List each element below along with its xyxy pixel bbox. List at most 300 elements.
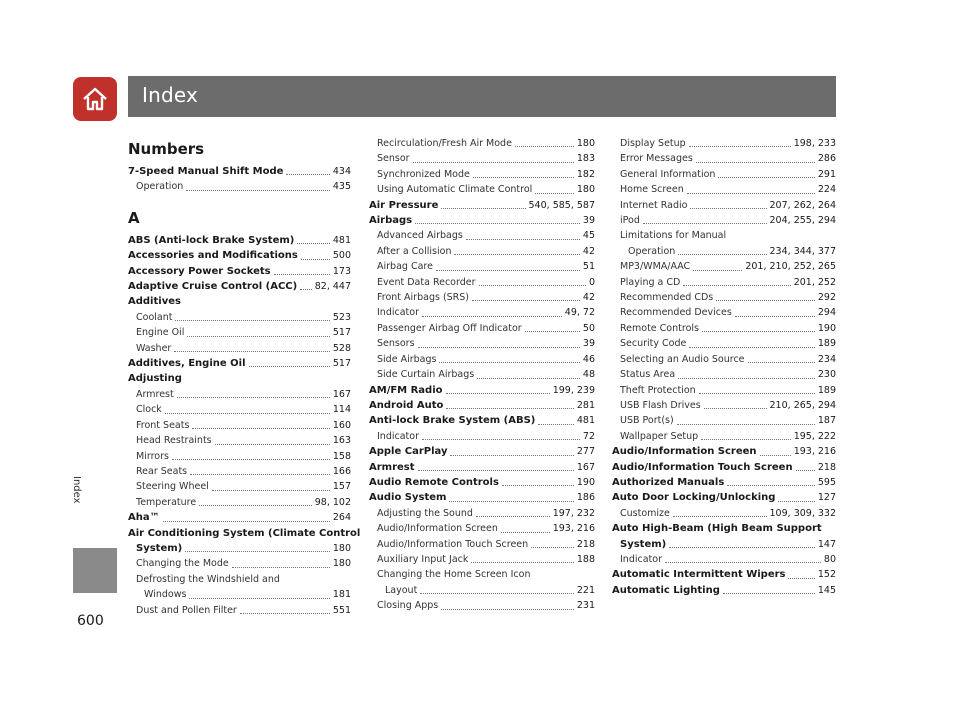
index-entry-pages[interactable]: 82, 447 [314,281,351,293]
index-entry-term: Passenger Airbag Off Indicator [377,322,522,334]
index-entry[interactable] [612,213,836,228]
index-entry-pages[interactable]: 50 [582,322,595,334]
index-entry-pages[interactable]: 517 [332,358,351,370]
index-entry[interactable] [128,356,351,371]
dot-leader [249,366,330,367]
index-entry[interactable] [128,279,351,294]
index-entry[interactable] [369,383,595,398]
index-entry-pages[interactable]: 189 [817,384,836,396]
index-entry-term: Home Screen [620,184,684,196]
index-entry-pages[interactable]: 190 [576,476,595,488]
index-entry[interactable] [369,506,595,521]
dot-leader [441,609,574,610]
index-entry-pages[interactable]: 292 [817,292,836,304]
index-entry-pages[interactable]: 158 [332,450,351,462]
dot-leader [704,408,767,409]
index-entry[interactable] [128,164,351,179]
index-entry[interactable] [612,336,836,351]
index-entry-term: Selecting an Audio Source [620,353,745,365]
index-entry[interactable] [612,506,836,521]
index-entry-pages[interactable]: 182 [576,168,595,180]
index-entry[interactable] [128,587,351,602]
house-icon [81,85,109,113]
index-entry-pages[interactable]: 523 [332,311,351,323]
index-entry-pages[interactable]: 201, 252 [793,276,836,288]
index-entry-pages[interactable]: 45 [582,230,595,242]
index-entry-pages[interactable]: 481 [576,415,595,427]
dot-leader [477,378,580,379]
index-entry-pages[interactable]: 218 [576,538,595,550]
index-entry-pages[interactable]: 147 [817,538,836,550]
dot-leader [446,408,573,409]
dot-leader [796,470,815,471]
index-entry-pages[interactable]: 167 [576,461,595,473]
index-entry[interactable] [128,264,351,279]
index-entry[interactable] [128,294,351,309]
index-entry[interactable] [612,305,836,320]
index-entry-pages[interactable]: 183 [576,153,595,165]
index-entry[interactable] [128,572,351,587]
entry-list-col3 [612,136,836,598]
index-entry-pages[interactable]: 0 [588,276,595,288]
dot-leader [678,378,815,379]
index-entry[interactable] [369,598,595,613]
index-entry-pages[interactable]: 127 [817,492,836,504]
dot-leader [300,289,312,290]
index-entry[interactable] [612,383,836,398]
index-entry-term: Auto High-Beam (High Beam Support [612,523,822,535]
index-entry[interactable] [128,325,351,340]
index-entry[interactable] [128,248,351,263]
index-entry[interactable] [369,567,595,582]
index-entry-term: Windows [144,589,187,601]
index-entry-pages[interactable]: 188 [576,553,595,565]
index-entry-pages[interactable]: 231 [576,600,595,612]
index-entry[interactable] [369,321,595,336]
index-entry-pages[interactable]: 173 [332,265,351,277]
dot-leader [177,397,330,398]
index-entry[interactable] [369,136,595,151]
dot-leader [690,208,766,209]
dot-leader [501,532,550,533]
index-entry-pages[interactable]: 230 [817,369,836,381]
index-entry[interactable] [612,537,836,552]
dot-leader [297,243,329,244]
index-entry[interactable] [128,526,361,541]
index-entry-term: Using Automatic Climate Control [377,184,533,196]
index-entry[interactable] [128,179,351,194]
index-header-bar [128,76,836,117]
index-entry-term: Sensors [377,338,415,350]
dot-leader [535,193,574,194]
index-entry-pages[interactable]: 80 [823,553,836,565]
dot-leader [422,439,580,440]
dot-leader [778,501,814,502]
index-entry-pages[interactable]: 160 [332,419,351,431]
index-entry-term: Accessory Power Sockets [128,265,271,277]
index-entry-pages[interactable]: 434 [332,166,351,177]
index-entry-term: Dust and Pollen Filter [136,604,237,616]
dot-leader [450,455,573,456]
index-entry[interactable] [128,341,351,356]
index-entry-term: Synchronized Mode [377,168,470,180]
dot-leader [186,190,330,191]
dot-leader [418,347,580,348]
index-entry[interactable] [612,182,836,197]
index-entry-term: Security Code [620,338,687,350]
index-entry-term: Front Airbags (SRS) [377,292,470,304]
index-entry[interactable] [369,444,595,459]
index-entry[interactable] [128,495,351,510]
index-entry[interactable] [369,228,595,243]
index-entry-pages[interactable]: 42 [582,292,595,304]
index-entry[interactable] [612,290,836,305]
index-entry-pages[interactable]: 234 [817,353,836,365]
index-entry-pages[interactable]: 98, 102 [314,496,351,508]
index-entry[interactable] [128,433,351,448]
index-entry-term: Recirculation/Fresh Air Mode [377,138,512,149]
index-entry-pages[interactable]: 540, 585, 587 [528,199,595,211]
dot-leader [165,413,330,414]
dot-leader [748,362,815,363]
index-entry-term: Audio/Information Touch Screen [377,538,529,550]
index-entry-pages[interactable]: 207, 262, 264 [769,199,836,211]
index-entry[interactable] [369,475,595,490]
index-entry[interactable] [612,151,836,166]
index-entry[interactable] [369,259,595,274]
index-entry-pages[interactable]: 190 [817,322,836,334]
index-entry-pages[interactable]: 195, 222 [793,430,836,442]
index-entry-pages[interactable]: 181 [332,589,351,601]
index-entry-term: Additives, Engine Oil [128,358,246,370]
index-entry-term: Side Curtain Airbags [377,369,475,381]
index-entry-term: Adjusting the Sound [377,507,473,519]
index-entry[interactable] [612,198,836,213]
dot-leader [174,351,330,352]
index-entry-term: System) [136,542,183,554]
index-entry-term: Limitations for Manual [620,230,727,242]
index-entry-pages[interactable]: 180 [332,558,351,570]
dot-leader [199,505,312,506]
index-entry-term: Playing a CD [620,276,681,288]
dot-leader [538,424,573,425]
dot-leader [716,300,815,301]
entry-list-numbers [128,164,351,195]
index-entry-term: Armrest [136,388,174,400]
index-entry-pages[interactable]: 277 [576,446,595,458]
index-entry[interactable] [369,429,595,444]
index-entry-term: Status Area [620,369,676,381]
index-entry-term: Changing the Home Screen Icon [377,569,531,581]
index-entry-pages[interactable]: 595 [817,476,836,488]
dot-leader [274,274,330,275]
index-entry[interactable] [128,603,351,618]
index-entry-term: Engine Oil [136,327,185,339]
index-entry[interactable] [612,475,836,490]
index-entry[interactable] [128,418,351,433]
index-entry[interactable] [369,305,595,320]
dot-leader [185,551,330,552]
index-entry-term: Automatic Intermittent Wipers [612,569,786,581]
index-entry-term: Armrest [369,461,415,473]
index-entry-term: Accessories and Modifications [128,250,298,262]
dot-leader [643,223,767,224]
index-entry-term: Air Pressure [369,199,439,211]
index-entry-term: Apple CarPlay [369,446,448,458]
index-entry[interactable] [369,583,595,598]
index-entry-pages[interactable]: 281 [576,399,595,411]
index-entry-term: Theft Protection [620,384,696,396]
dot-leader [189,598,329,599]
index-entry[interactable] [612,244,836,259]
dot-leader [420,593,574,594]
index-entry[interactable] [612,321,836,336]
page-title: Index [142,83,199,107]
index-entry-pages[interactable]: 48 [582,369,595,381]
index-entry-pages[interactable]: 46 [582,353,595,365]
index-entry[interactable] [612,460,836,475]
index-entry-term: USB Port(s) [620,415,674,427]
index-entry[interactable] [128,310,351,325]
index-entry[interactable] [369,213,595,228]
dot-leader [415,223,580,224]
index-entry-term: 7-Speed Manual Shift Mode [128,166,284,177]
dot-leader [727,485,815,486]
dot-leader [436,270,580,271]
index-entry-term: USB Flash Drives [620,399,701,411]
index-entry[interactable] [369,490,595,505]
index-entry-term: Auto Door Locking/Unlocking [612,492,776,504]
dot-leader [413,162,574,163]
index-entry-pages[interactable]: 145 [817,584,836,596]
index-entry[interactable] [369,521,595,536]
index-entry[interactable] [612,552,836,567]
dot-leader [678,254,766,255]
dot-leader [446,393,550,394]
dot-leader [693,270,742,271]
index-entry-pages[interactable]: 199, 239 [552,384,595,396]
index-entry-pages[interactable]: 435 [332,181,351,193]
index-entry-pages[interactable]: 187 [817,415,836,427]
index-entry[interactable] [369,198,595,213]
index-entry[interactable] [612,429,836,444]
index-entry-pages[interactable]: 210, 265, 294 [769,399,836,411]
index-entry[interactable] [369,336,595,351]
home-icon[interactable] [73,77,117,121]
side-tab-label: Index [71,476,82,504]
index-entry[interactable] [128,464,351,479]
index-entry[interactable] [369,413,595,428]
index-entry-term: Front Seats [136,419,190,431]
dot-leader [190,474,330,475]
index-entry-pages[interactable]: 234, 344, 377 [769,245,836,257]
dot-leader [212,490,330,491]
index-column-2 [369,136,595,614]
index-entry-pages[interactable]: 180 [576,184,595,196]
dot-leader [723,593,815,594]
dot-leader [701,439,790,440]
index-entry-pages[interactable]: 291 [817,168,836,180]
index-entry-pages[interactable]: 264 [332,512,351,524]
index-entry[interactable] [128,233,351,248]
index-entry-pages[interactable]: 500 [332,250,351,262]
index-entry-term: Audio/Information Touch Screen [612,461,793,473]
index-entry-pages[interactable]: 189 [817,338,836,350]
index-entry[interactable] [612,583,836,598]
index-entry[interactable] [128,402,351,417]
index-entry[interactable] [612,444,836,459]
index-entry[interactable] [612,367,836,382]
index-entry-term: General Information [620,168,716,180]
index-entry[interactable] [128,510,351,525]
section-heading-a: A [128,208,140,227]
index-entry-pages[interactable]: 109, 309, 332 [769,507,836,519]
dot-leader [163,521,330,522]
dot-leader [479,285,586,286]
index-entry-term: Audio/Information Screen [612,446,757,458]
index-entry-term: Indicator [377,430,419,442]
index-entry[interactable] [612,228,836,243]
index-entry[interactable] [612,521,836,536]
dot-leader [441,208,525,209]
index-entry[interactable] [128,479,351,494]
index-entry-pages[interactable]: 201, 210, 252, 265 [745,261,836,273]
index-entry[interactable] [128,371,351,386]
index-entry[interactable] [369,167,595,182]
index-entry-term: Washer [136,342,172,354]
dot-leader [788,578,814,579]
index-entry[interactable] [369,398,595,413]
index-entry[interactable] [612,413,836,428]
index-entry-pages[interactable]: 39 [582,338,595,350]
dot-leader [187,336,330,337]
index-entry[interactable] [612,490,836,505]
dot-leader [466,239,580,240]
index-entry-term: Customize [620,507,670,519]
index-entry[interactable] [369,290,595,305]
index-entry[interactable] [369,352,595,367]
index-entry-term: Audio System [369,492,447,504]
index-entry[interactable] [612,567,836,582]
dot-leader [422,316,562,317]
index-entry-pages[interactable]: 180 [576,138,595,149]
index-entry[interactable] [369,182,595,197]
index-entry[interactable] [369,552,595,567]
dot-leader [439,362,579,363]
index-entry-pages[interactable]: 152 [817,569,836,581]
index-entry-pages[interactable]: 193, 216 [552,523,595,535]
index-entry-pages[interactable]: 42 [582,245,595,257]
index-entry-pages[interactable]: 114 [332,404,351,416]
index-entry-term: Indicator [377,307,419,319]
index-entry[interactable] [128,387,351,402]
index-entry-pages[interactable]: 481 [332,234,351,246]
index-entry-pages[interactable]: 72 [582,430,595,442]
index-entry[interactable] [612,167,836,182]
index-entry[interactable] [128,556,351,571]
index-entry-pages[interactable]: 224 [817,184,836,196]
index-entry-pages[interactable]: 294 [817,307,836,319]
index-entry-pages[interactable]: 180 [332,542,351,554]
index-entry-term: Audio/Information Screen [377,523,498,535]
index-entry[interactable] [612,275,836,290]
index-entry-term: Operation [628,245,676,257]
dot-leader [696,162,815,163]
dot-leader [471,562,573,563]
index-entry[interactable] [369,244,595,259]
index-entry[interactable] [128,541,351,556]
index-entry-pages[interactable]: 193, 216 [793,446,836,458]
index-entry-pages[interactable]: 49, 72 [564,307,595,319]
index-entry-pages[interactable]: 51 [582,261,595,273]
index-entry[interactable] [128,449,351,464]
dot-leader [215,444,330,445]
index-entry-term: Clock [136,404,162,416]
index-entry-pages[interactable]: 167 [332,388,351,400]
dot-leader [525,331,580,332]
index-entry[interactable] [612,136,836,151]
dot-leader [665,562,821,563]
index-entry-term: Adaptive Cruise Control (ACC) [128,281,298,293]
index-column-3 [612,136,836,598]
index-entry-term: System) [620,538,667,550]
index-entry-pages[interactable]: 157 [332,481,351,493]
index-entry-term: Operation [136,181,184,193]
index-entry[interactable] [612,398,836,413]
index-entry-pages[interactable]: 286 [817,153,836,165]
index-entry-term: Defrosting the Windshield and [136,573,280,585]
index-entry-pages[interactable]: 204, 255, 294 [769,215,836,227]
dot-leader [689,347,815,348]
index-entry[interactable] [369,460,595,475]
index-entry[interactable] [369,151,595,166]
index-entry-pages[interactable]: 528 [332,342,351,354]
index-entry-term: Automatic Lighting [612,584,720,596]
index-entry-term: Authorized Manuals [612,476,725,488]
index-entry[interactable] [369,537,595,552]
index-entry-pages[interactable]: 551 [332,604,351,616]
index-entry-term: Advanced Airbags [377,230,463,242]
index-entry-pages[interactable]: 39 [582,215,595,227]
dot-leader [473,177,574,178]
index-column-1 [128,136,361,618]
index-entry-pages[interactable]: 166 [332,465,351,477]
index-entry-pages[interactable]: 197, 232 [552,507,595,519]
index-entry[interactable] [369,275,595,290]
dot-leader [531,547,574,548]
page-number: 600 [77,613,104,629]
dot-leader [454,254,579,255]
index-entry[interactable] [612,259,836,274]
index-entry-pages[interactable]: 163 [332,435,351,447]
index-entry[interactable] [369,367,595,382]
index-entry-pages[interactable]: 198, 233 [793,138,836,149]
dot-leader [476,516,550,517]
dot-leader [240,613,330,614]
dot-leader [760,455,791,456]
index-entry-term: Android Auto [369,399,444,411]
index-entry-term: iPod [620,215,640,227]
index-entry-pages[interactable]: 517 [332,327,351,339]
index-entry-term: After a Collision [377,245,452,257]
side-tab-marker [73,548,117,593]
index-entry[interactable] [612,352,836,367]
index-entry-term: Audio Remote Controls [369,476,499,488]
index-entry-pages[interactable]: 218 [817,461,836,473]
index-entry-pages[interactable]: 186 [576,492,595,504]
index-entry-pages[interactable]: 221 [576,584,595,596]
dot-leader [687,193,815,194]
